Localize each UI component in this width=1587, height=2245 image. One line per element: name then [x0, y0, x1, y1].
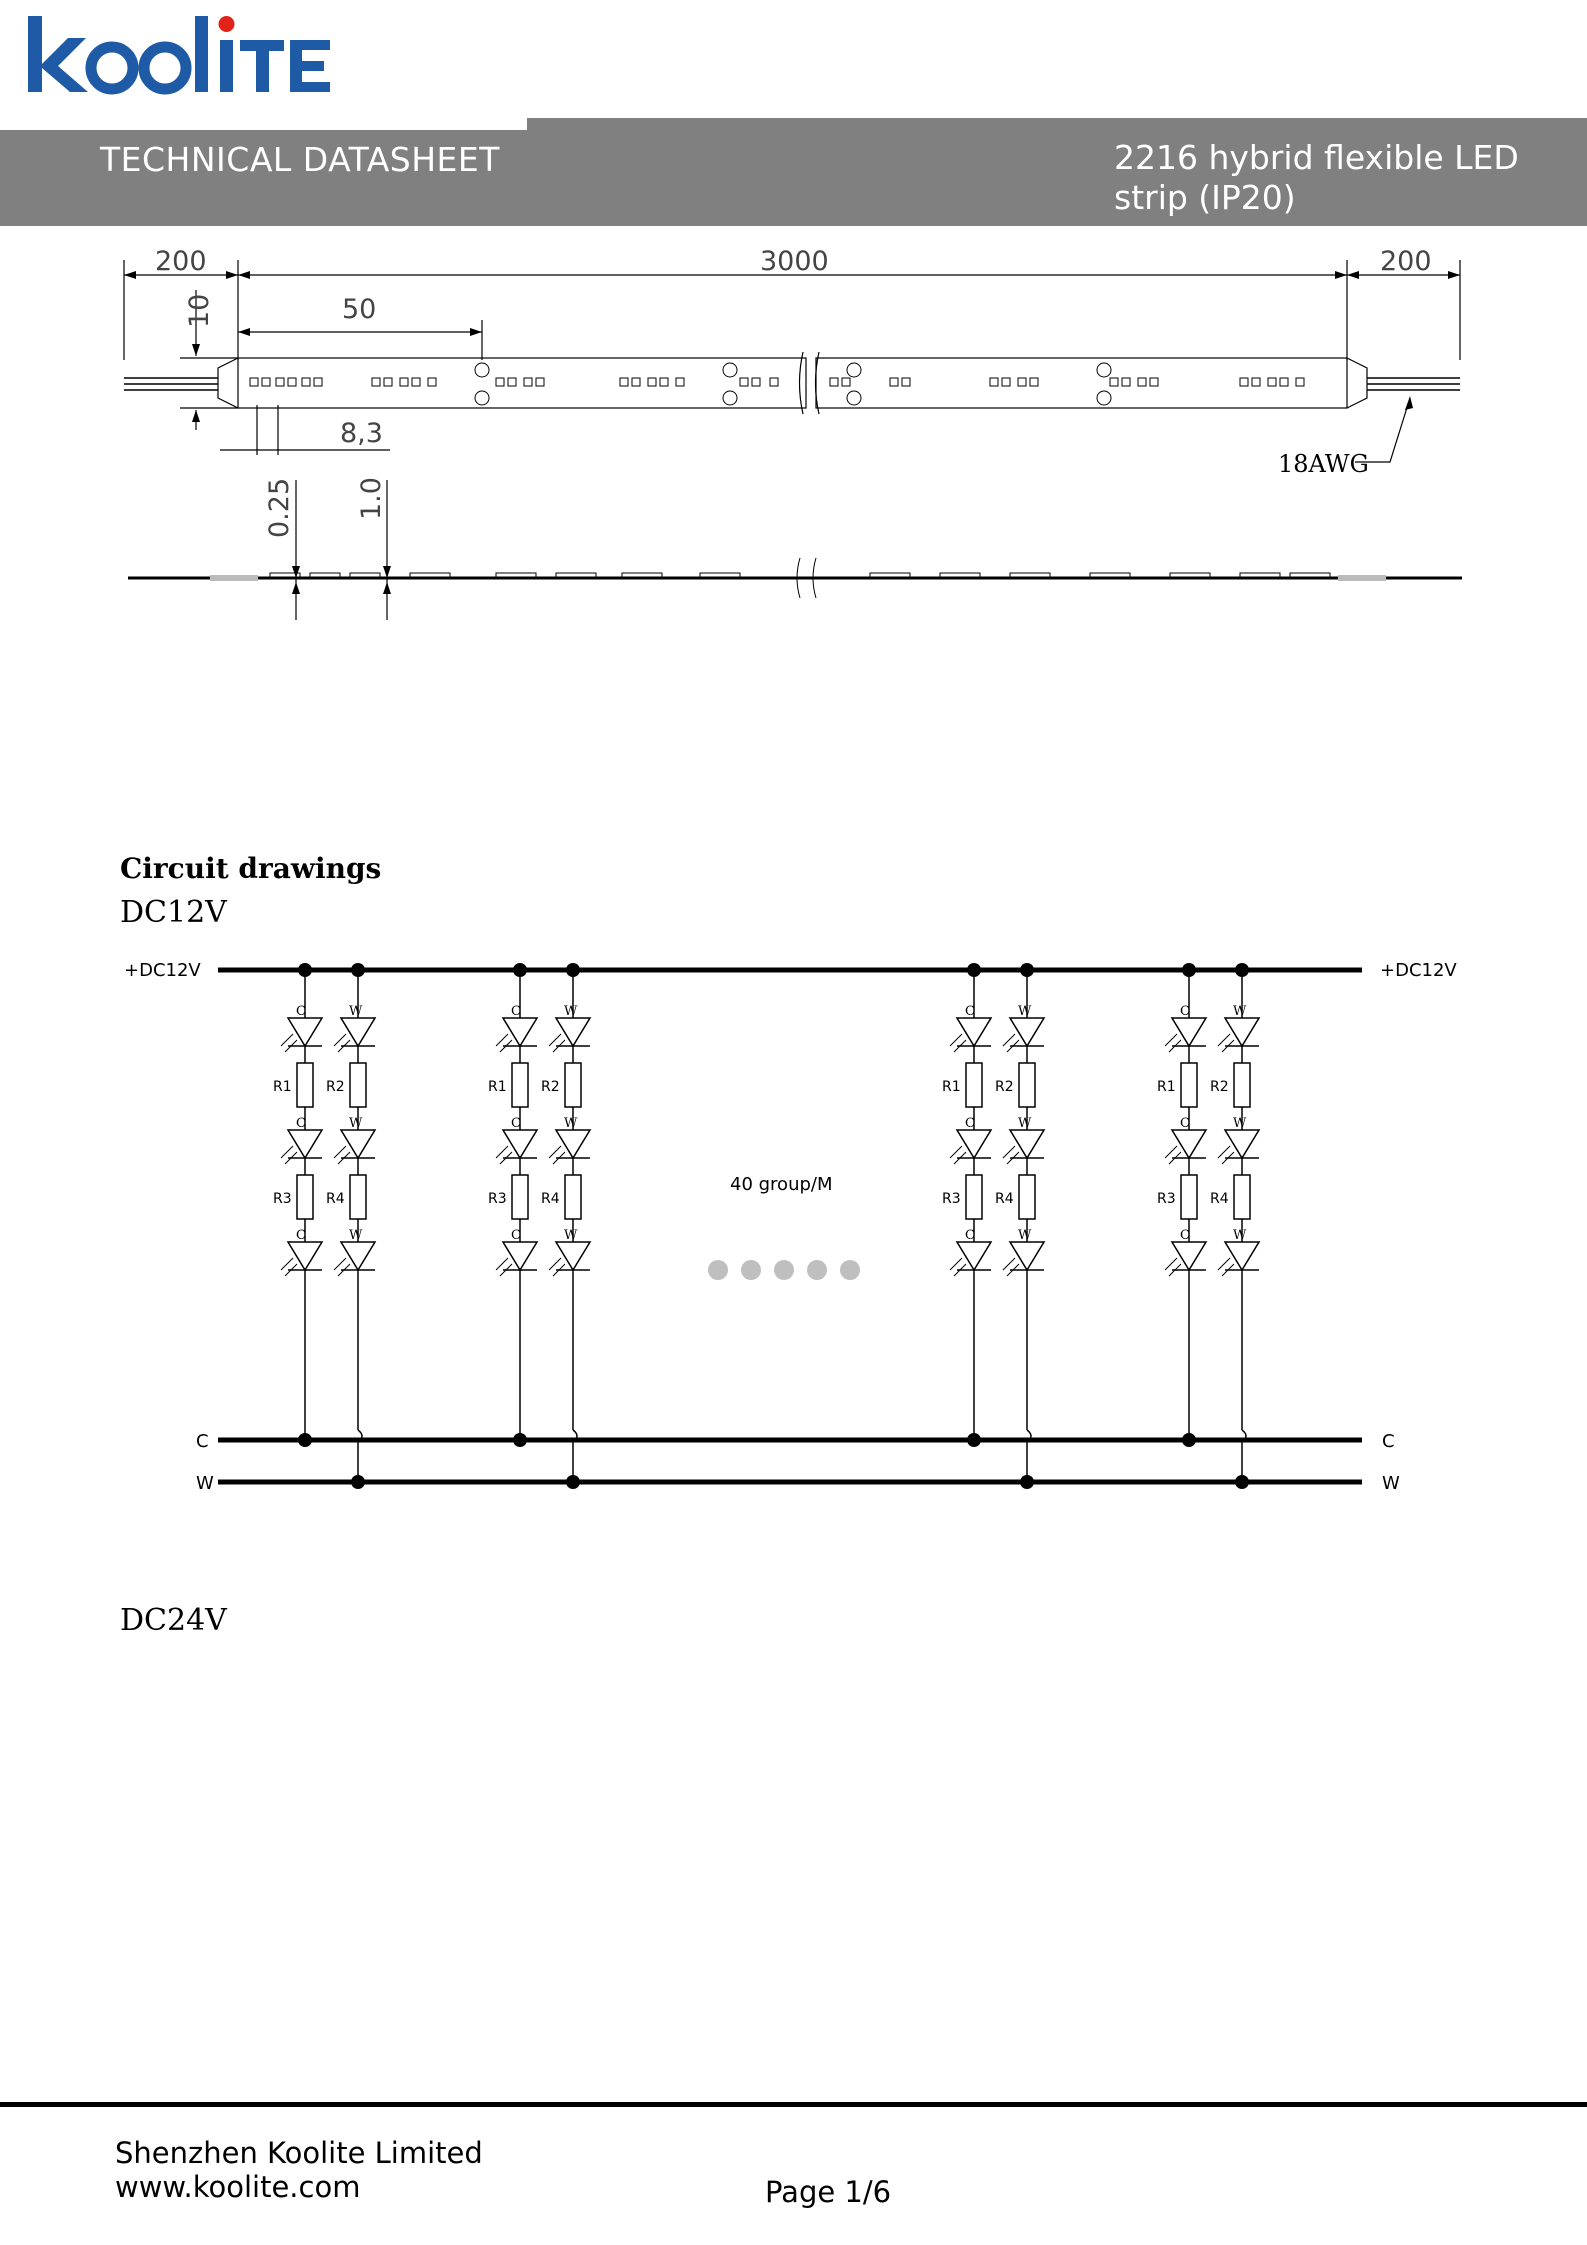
- resistor: [1234, 1175, 1250, 1219]
- led-icon: [957, 1130, 991, 1158]
- led-channel-label: W: [564, 1004, 578, 1019]
- led-branches: [273, 963, 1259, 1489]
- company-name: Shenzhen Koolite Limited: [115, 2136, 483, 2170]
- rail-c-left: C: [196, 1431, 209, 1452]
- resistor-label: R3: [488, 1191, 507, 1207]
- dim-pitch: 50: [342, 294, 377, 325]
- resistor: [1181, 1063, 1197, 1107]
- led-channel-label: W: [1018, 1004, 1032, 1019]
- resistor: [350, 1175, 366, 1219]
- led-icon: [1225, 1242, 1259, 1270]
- led-channel-label: C: [296, 1228, 306, 1243]
- led-icon: [1010, 1130, 1044, 1158]
- ellipsis-dots: [708, 1260, 860, 1280]
- led-icon: [503, 1242, 537, 1270]
- led-icon: [556, 1242, 590, 1270]
- rail-c-right: C: [1382, 1431, 1395, 1452]
- led-channel-label: C: [511, 1228, 521, 1243]
- led-channel-label: W: [349, 1004, 363, 1019]
- dim-length: 3000: [760, 246, 829, 277]
- led-icon: [957, 1242, 991, 1270]
- resistor: [297, 1175, 313, 1219]
- led-channel-label: C: [965, 1004, 975, 1019]
- led-channel-label: C: [1180, 1116, 1190, 1131]
- resistor-label: R4: [326, 1191, 345, 1207]
- led-icon: [1172, 1130, 1206, 1158]
- resistor-label: R2: [326, 1079, 345, 1095]
- led-icon: [288, 1130, 322, 1158]
- led-channel-label: C: [1180, 1004, 1190, 1019]
- resistor-label: R2: [1210, 1079, 1229, 1095]
- led-icon: [1172, 1018, 1206, 1046]
- led-icon: [503, 1130, 537, 1158]
- company-website[interactable]: www.koolite.com: [115, 2170, 361, 2204]
- led-channel-label: C: [511, 1004, 521, 1019]
- led-icon: [288, 1018, 322, 1046]
- resistor: [1181, 1175, 1197, 1219]
- resistor: [966, 1175, 982, 1219]
- resistor: [350, 1063, 366, 1107]
- resistor-label: R3: [273, 1191, 292, 1207]
- resistor-label: R2: [541, 1079, 560, 1095]
- resistor: [966, 1063, 982, 1107]
- dim-height: 10: [184, 293, 215, 328]
- rail-w-right: W: [1382, 1473, 1400, 1494]
- resistor-label: R1: [273, 1079, 292, 1095]
- led-channel-label: W: [1233, 1004, 1247, 1019]
- resistor-label: R3: [1157, 1191, 1176, 1207]
- page-number: Page 1/6: [765, 2175, 892, 2209]
- led-channel-label: C: [965, 1228, 975, 1243]
- footer-divider: [0, 2102, 1587, 2107]
- led-channel-label: C: [965, 1116, 975, 1131]
- wire-gauge-label: 18AWG: [1278, 450, 1369, 478]
- circuit-diagram: [110, 940, 1457, 1520]
- resistor-label: R1: [1157, 1079, 1176, 1095]
- led-icon: [341, 1130, 375, 1158]
- section-title: Circuit drawings: [120, 852, 382, 885]
- led-icon: [957, 1018, 991, 1046]
- resistor: [297, 1063, 313, 1107]
- resistor: [1019, 1175, 1035, 1219]
- led-channel-label: C: [511, 1116, 521, 1131]
- resistor-label: R1: [488, 1079, 507, 1095]
- resistor-label: R1: [942, 1079, 961, 1095]
- rail-w-left: W: [196, 1473, 214, 1494]
- led-icon: [341, 1018, 375, 1046]
- groups-label: 40 group/M: [730, 1174, 833, 1195]
- dim-lead-right: 200: [1380, 246, 1432, 277]
- rail-plus-left: +DC12V: [124, 960, 201, 981]
- resistor-label: R4: [995, 1191, 1014, 1207]
- resistor-label: R2: [995, 1079, 1014, 1095]
- led-icon: [556, 1130, 590, 1158]
- product-title: 2216 hybrid flexible LED strip (IP20): [1114, 138, 1519, 217]
- led-icon: [1010, 1242, 1044, 1270]
- doc-type-title: TECHNICAL DATASHEET: [100, 140, 500, 179]
- resistor: [565, 1063, 581, 1107]
- led-channel-label: C: [1180, 1228, 1190, 1243]
- resistor: [512, 1063, 528, 1107]
- koolite-logo: [24, 8, 344, 98]
- dc24v-heading: DC24V: [120, 1603, 227, 1638]
- led-icon: [341, 1242, 375, 1270]
- led-channel-label: W: [1233, 1228, 1247, 1243]
- led-icon: [288, 1242, 322, 1270]
- led-icon: [556, 1018, 590, 1046]
- led-channel-label: W: [564, 1228, 578, 1243]
- led-icon: [1225, 1130, 1259, 1158]
- resistor-label: R3: [942, 1191, 961, 1207]
- led-channel-label: W: [1233, 1116, 1247, 1131]
- dim-lead-left: 200: [155, 246, 207, 277]
- resistor-label: R4: [541, 1191, 560, 1207]
- resistor: [1019, 1063, 1035, 1107]
- led-channel-label: W: [1018, 1228, 1032, 1243]
- led-icon: [1010, 1018, 1044, 1046]
- led-channel-label: C: [296, 1004, 306, 1019]
- dc12v-heading: DC12V: [120, 895, 227, 930]
- led-channel-label: C: [296, 1116, 306, 1131]
- dim-thickness-b: 1.0: [356, 477, 387, 520]
- led-channel-label: W: [564, 1116, 578, 1131]
- resistor: [1234, 1063, 1250, 1107]
- resistor-label: R4: [1210, 1191, 1229, 1207]
- led-channel-label: W: [1018, 1116, 1032, 1131]
- resistor: [565, 1175, 581, 1219]
- led-channel-label: W: [349, 1228, 363, 1243]
- led-channel-label: W: [349, 1116, 363, 1131]
- resistor: [512, 1175, 528, 1219]
- led-icon: [1172, 1242, 1206, 1270]
- led-icon: [1225, 1018, 1259, 1046]
- dim-width: 8,3: [340, 418, 383, 449]
- rail-plus-right: +DC12V: [1380, 960, 1457, 981]
- strip-dimension-drawing: [110, 240, 1480, 630]
- led-icon: [503, 1018, 537, 1046]
- dim-thickness-a: 0.25: [264, 477, 295, 538]
